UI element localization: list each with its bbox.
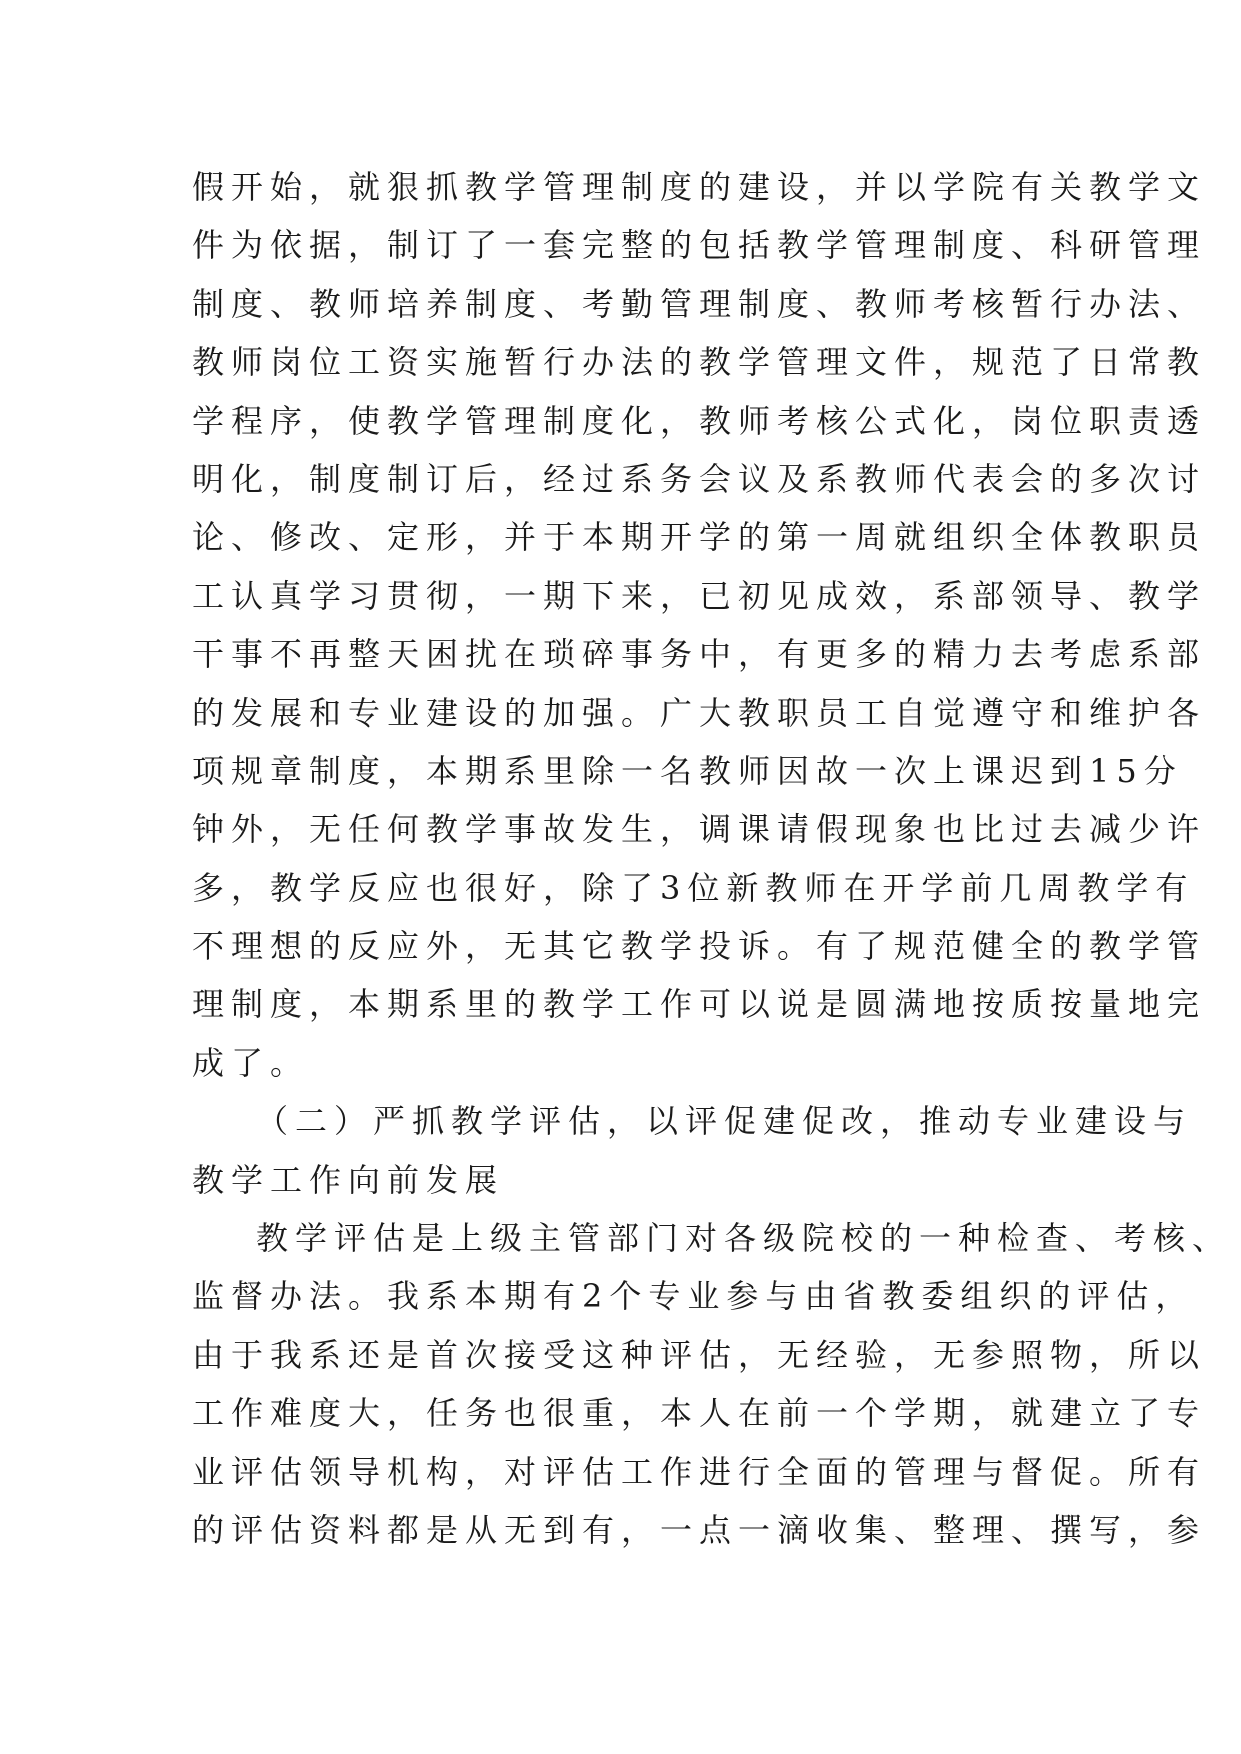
body-line: 教学评估是上级主管部门对各级院校的一种检查、考核、 — [256, 1219, 1232, 1258]
body-line: 论、修改、定形，并于本期开学的第一周就组织全体教职员 — [192, 518, 1207, 557]
body-line: 多，教学反应也很好，除了3位新教师在开学前几周教学有 — [192, 868, 1195, 907]
body-line: 成了。 — [192, 1043, 310, 1082]
body-line: 教师岗位工资实施暂行办法的教学管理文件，规范了日常教 — [192, 343, 1207, 382]
body-line: 的发展和专业建设的加强。广大教职员工自觉遵守和维护各 — [192, 693, 1207, 732]
document-body — [192, 158, 1232, 1559]
body-line: 钟外，无任何教学事故发生，调课请假现象也比过去减少许 — [192, 810, 1207, 849]
body-line: 的评估资料都是从无到有，一点一滴收集、整理、撰写，参 — [192, 1510, 1207, 1549]
body-line: 理制度，本期系里的教学工作可以说是圆满地按质按量地完 — [192, 985, 1207, 1024]
body-line: 干事不再整天困扰在琐碎事务中，有更多的精力去考虑系部 — [192, 635, 1207, 674]
section-heading-line: 教学工作向前发展 — [192, 1160, 505, 1199]
body-line: 由于我系还是首次接受这种评估，无经验，无参照物，所以 — [192, 1335, 1207, 1374]
body-line: 制度、教师培养制度、考勤管理制度、教师考核暂行办法、 — [192, 284, 1207, 323]
body-line: 学程序，使教学管理制度化，教师考核公式化，岗位职责透 — [192, 401, 1207, 440]
body-line: 业评估领导机构，对评估工作进行全面的管理与督促。所有 — [192, 1452, 1207, 1491]
body-line: 监督办法。我系本期有2个专业参与由省教委组织的评估， — [192, 1277, 1195, 1316]
body-line: 假开始，就狠抓教学管理制度的建设，并以学院有关教学文 — [192, 168, 1207, 206]
body-line: 工认真学习贯彻，一期下来，已初见成效，系部领导、教学 — [192, 576, 1207, 615]
body-line: 件为依据，制订了一套完整的包括教学管理制度、科研管理 — [192, 226, 1207, 265]
body-line: 工作难度大，任务也很重，本人在前一个学期，就建立了专 — [192, 1394, 1207, 1433]
body-line: 不理想的反应外，无其它教学投诉。有了规范健全的教学管 — [192, 927, 1207, 966]
body-line: 明化，制度制订后，经过系务会议及系教师代表会的多次讨 — [192, 459, 1207, 498]
body-line: 项规章制度，本期系里除一名教师因故一次上课迟到15分 — [192, 751, 1183, 790]
section-heading-line: （二）严抓教学评估，以评促建促改，推动专业建设与 — [256, 1102, 1193, 1141]
